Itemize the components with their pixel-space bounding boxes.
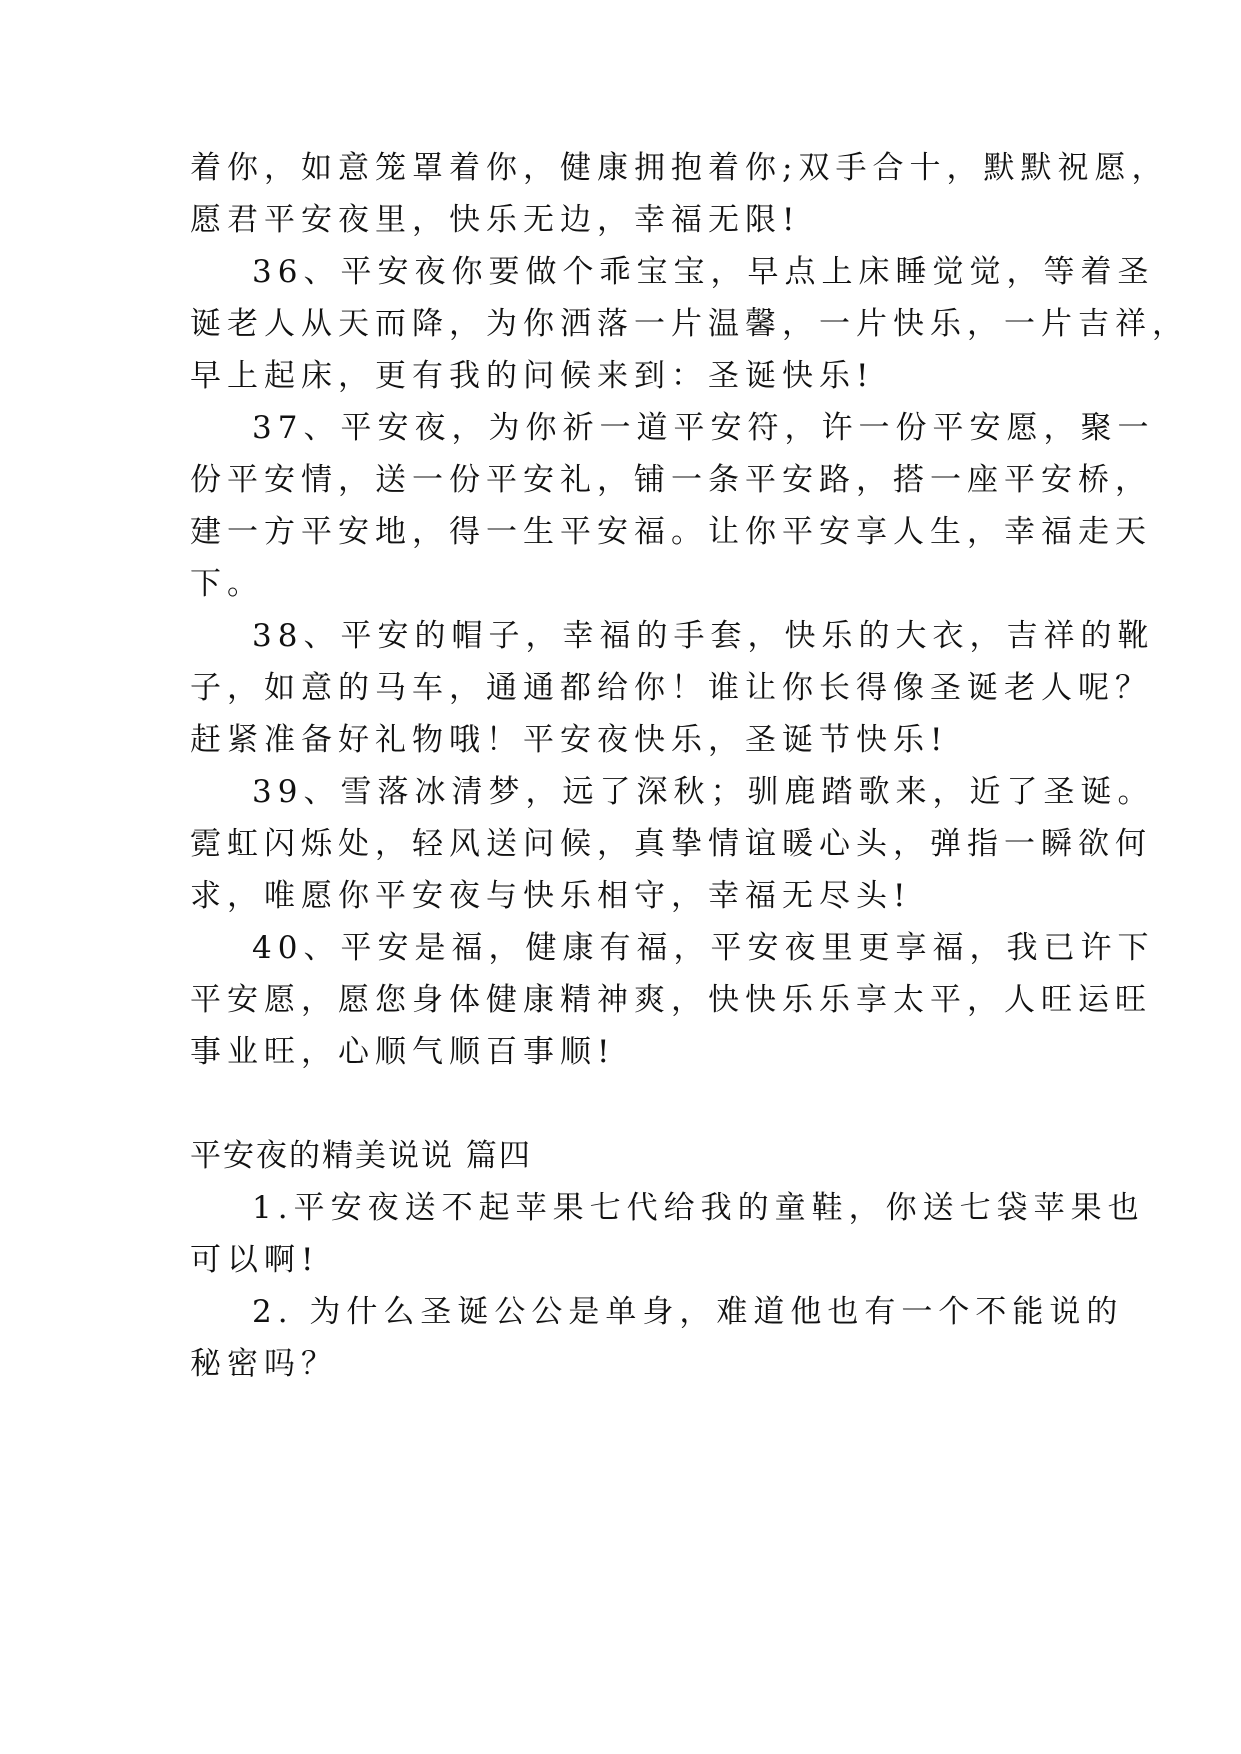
section-item-1-line: 1.平安夜送不起苹果七代给我的童鞋，你送七袋苹果也 (252, 1190, 1145, 1226)
continuation-line: 愿君平安夜里，快乐无边，幸福无限! (190, 202, 801, 238)
paragraph-38-line: 子，如意的马车，通通都给你！谁让你长得像圣诞老人呢？ (190, 670, 1152, 706)
paragraph-39-line: 求，唯愿你平安夜与快乐相守，幸福无尽头! (190, 878, 912, 914)
paragraph-39-line: 39、雪落冰清梦，远了深秋；驯鹿踏歌来，近了圣诞。 (252, 774, 1155, 810)
section-item-2-line: 秘密吗？ (190, 1346, 338, 1382)
paragraph-37-line: 份平安情，送一份平安礼，铺一条平安路，搭一座平安桥， (190, 462, 1152, 498)
paragraph-40-line: 事业旺，心顺气顺百事顺! (190, 1034, 616, 1070)
paragraph-37-line: 建一方平安地，得一生平安福。让你平安享人生，幸福走天 (190, 514, 1152, 550)
section-heading: 平安夜的精美说说 篇四 (190, 1138, 532, 1174)
paragraph-37-line: 下。 (190, 566, 264, 602)
paragraph-38-line: 38、平安的帽子，幸福的手套，快乐的大衣，吉祥的靴 (252, 618, 1155, 654)
section-item-1-line: 可以啊! (190, 1242, 320, 1278)
paragraph-36-line: 诞老人从天而降，为你洒落一片温馨，一片快乐，一片吉祥， (190, 306, 1189, 342)
paragraph-40-line: 平安愿，愿您身体健康精神爽，快快乐乐享太平，人旺运旺 (190, 982, 1152, 1018)
paragraph-38-line: 赶紧准备好礼物哦！平安夜快乐，圣诞节快乐! (190, 722, 949, 758)
paragraph-36-line: 早上起床，更有我的问候来到：圣诞快乐! (190, 358, 875, 394)
paragraph-39-line: 霓虹闪烁处，轻风送问候，真挚情谊暖心头，弹指一瞬欲何 (190, 826, 1152, 862)
paragraph-36-line: 36、平安夜你要做个乖宝宝，早点上床睡觉觉，等着圣 (252, 254, 1155, 290)
paragraph-40-line: 40、平安是福，健康有福，平安夜里更享福，我已许下 (252, 930, 1155, 966)
paragraph-37-line: 37、平安夜，为你祈一道平安符，许一份平安愿，聚一 (252, 410, 1155, 446)
continuation-line: 着你，如意笼罩着你，健康拥抱着你;双手合十，默默祝愿， (190, 150, 1169, 186)
section-item-2-line: 2. 为什么圣诞公公是单身，难道他也有一个不能说的 (252, 1294, 1124, 1330)
